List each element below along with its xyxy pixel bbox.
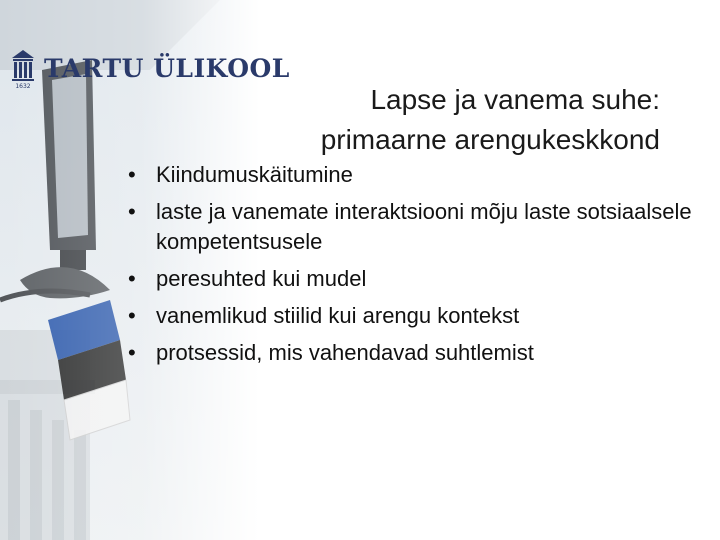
bullet-item — [128, 197, 708, 257]
bullet-icon: • — [128, 162, 136, 187]
bullet-text: protsessid, mis vahendavad suhtlemist — [156, 340, 534, 365]
bullet-item — [128, 264, 708, 294]
bullet-item — [128, 338, 708, 368]
logo-text: TARTU ÜLIKOOL — [44, 53, 290, 83]
bullet-text: laste ja vanemate interaktsiooni mõju laste sotsiaalsele kompetentsusele — [156, 199, 692, 254]
bullet-icon: • — [128, 340, 136, 365]
bullet-text: vanemlikud stiilid kui arengu kontekst — [156, 303, 520, 328]
bullet-list — [128, 160, 708, 375]
title-line-2: primaarne arengukeskkond — [320, 124, 660, 155]
bullet-icon: • — [128, 303, 136, 328]
slide-title — [140, 80, 660, 160]
bullet-item — [128, 301, 708, 331]
title-line-1: Lapse ja vanema suhe: — [370, 84, 660, 115]
bullet-text: peresuhted kui mudel — [156, 266, 367, 291]
bullet-icon: • — [128, 199, 136, 224]
bullet-item — [128, 160, 708, 190]
bullet-text: Kiindumuskäitumine — [156, 162, 353, 187]
bullet-icon: • — [128, 266, 136, 291]
university-building-icon — [10, 46, 36, 90]
logo-year: 1632 — [15, 83, 31, 90]
